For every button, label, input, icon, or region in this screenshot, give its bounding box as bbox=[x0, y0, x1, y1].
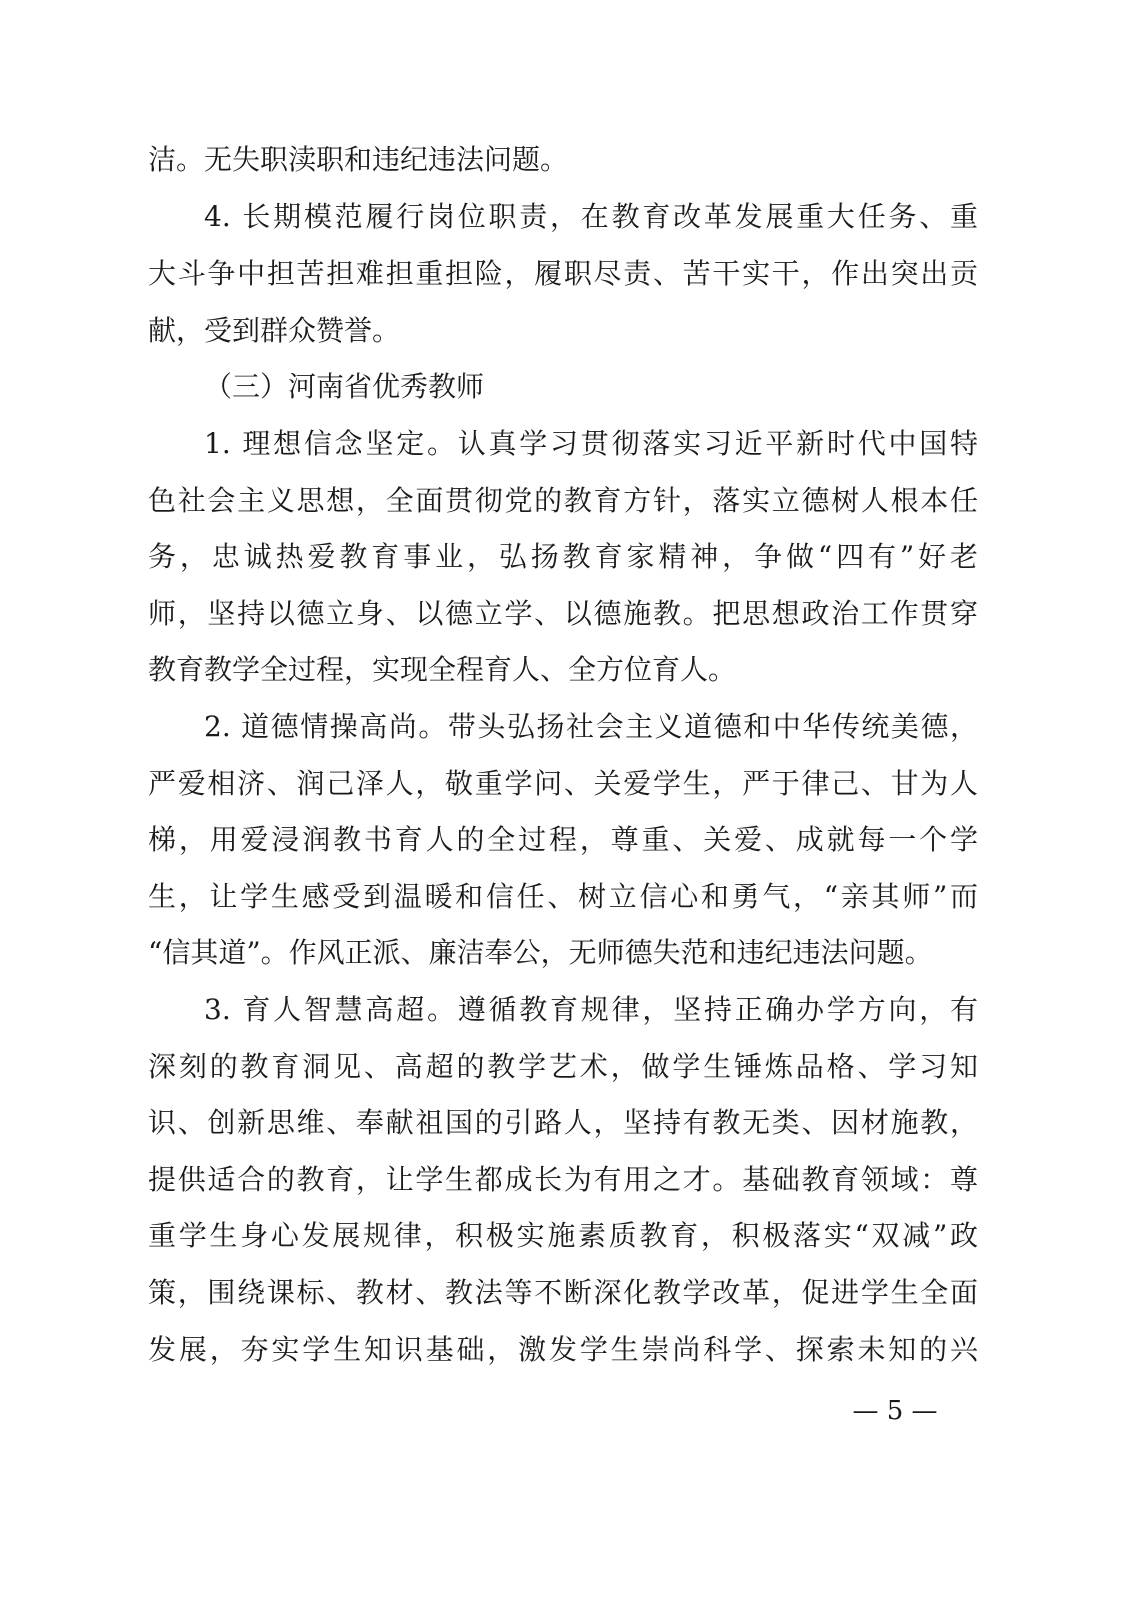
page-number: — 5 — bbox=[852, 1396, 938, 1426]
body-line: 生，让学生感受到温暖和信任、树立信心和勇气，“亲其师”而 bbox=[148, 880, 978, 913]
body-line: 提供适合的教育，让学生都成长为有用之才。基础教育领域：尊 bbox=[148, 1163, 978, 1196]
body-line: 重学生身心发展规律，积极实施素质教育，积极落实“双减”政 bbox=[148, 1219, 978, 1252]
section-heading: （三）河南省优秀教师 bbox=[204, 370, 485, 403]
body-line: 洁。无失职渎职和违纪违法问题。 bbox=[148, 143, 569, 176]
body-line: 发展，夯实学生知识基础，激发学生崇尚科学、探索未知的兴 bbox=[148, 1333, 978, 1366]
body-line: 识、创新思维、奉献祖国的引路人，坚持有教无类、因材施教， bbox=[148, 1106, 978, 1139]
body-line: 梯，用爱浸润教书育人的全过程，尊重、关爱、成就每一个学 bbox=[148, 823, 978, 856]
body-line: 策，围绕课标、教材、教法等不断深化教学改革，促进学生全面 bbox=[148, 1276, 978, 1309]
paragraph-start-line: 1. 理想信念坚定。认真学习贯彻落实习近平新时代中国特 bbox=[204, 427, 978, 460]
body-line: 严爱相济、润己泽人，敬重学问、关爱学生，严于律己、甘为人 bbox=[148, 767, 978, 800]
body-line: 深刻的教育洞见、高超的教学艺术，做学生锤炼品格、学习知 bbox=[148, 1050, 978, 1083]
paragraph-start-line: 2. 道德情操高尚。带头弘扬社会主义道德和中华传统美德， bbox=[204, 710, 978, 743]
body-line: 献，受到群众赞誉。 bbox=[148, 314, 401, 347]
paragraph-start-line: 3. 育人智慧高超。遵循教育规律，坚持正确办学方向，有 bbox=[204, 993, 978, 1026]
body-line: “信其道”。作风正派、廉洁奉公，无师德失范和违纪违法问题。 bbox=[148, 936, 933, 969]
body-line: 大斗争中担苦担难担重担险，履职尽责、苦干实干，作出突出贡 bbox=[148, 257, 978, 290]
body-line: 色社会主义思想，全面贯彻党的教育方针，落实立德树人根本任 bbox=[148, 484, 978, 517]
body-line: 教育教学全过程，实现全程育人、全方位育人。 bbox=[148, 653, 737, 686]
body-line: 师，坚持以德立身、以德立学、以德施教。把思想政治工作贯穿 bbox=[148, 597, 978, 630]
body-line: 务，忠诚热爱教育事业，弘扬教育家精神，争做“四有”好老 bbox=[148, 540, 978, 573]
paragraph-start-line: 4. 长期模范履行岗位职责，在教育改革发展重大任务、重 bbox=[204, 200, 978, 233]
